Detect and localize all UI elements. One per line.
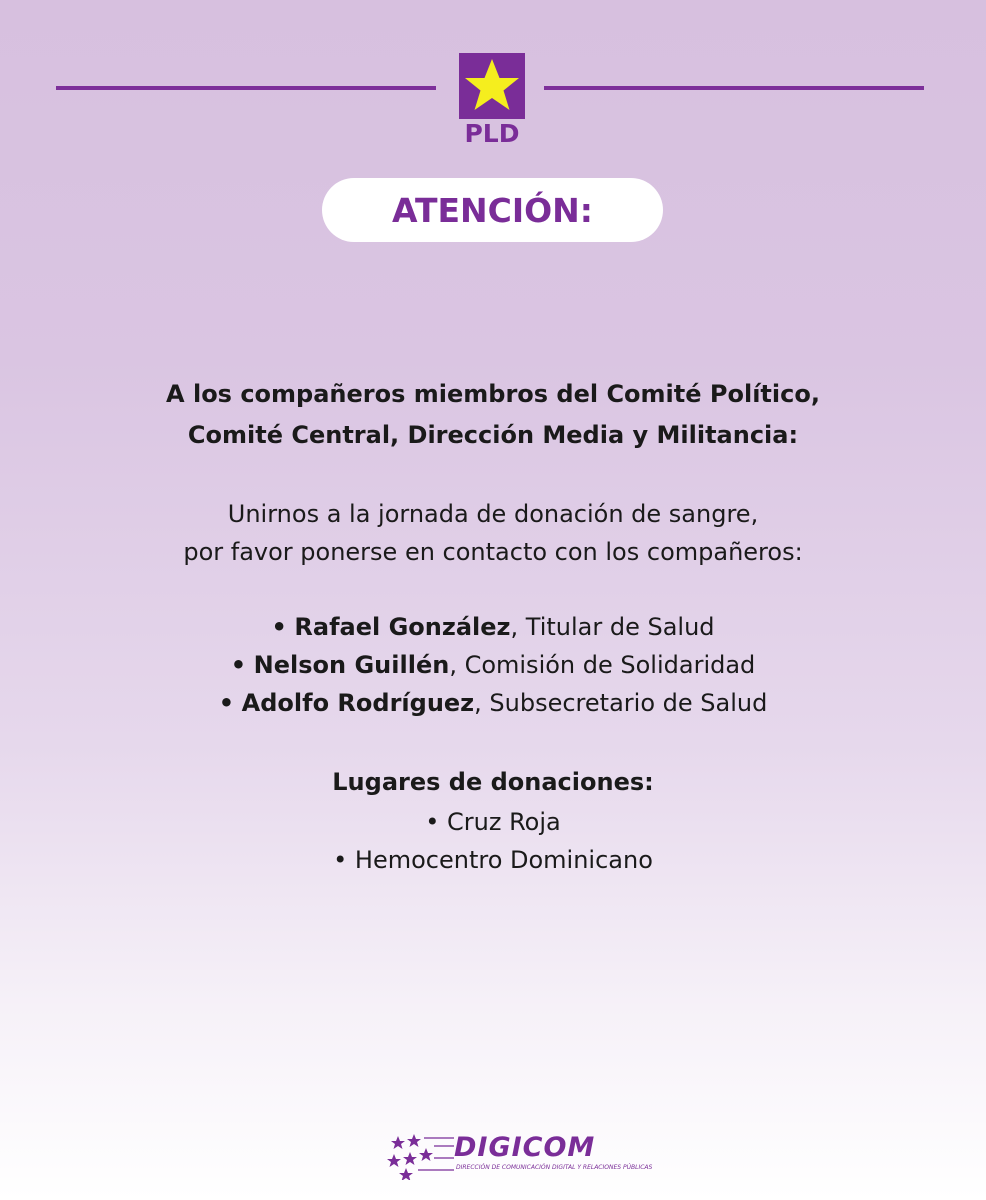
message-line-1: Unirnos a la jornada de donación de sangre,	[227, 500, 759, 528]
star-icon	[459, 53, 525, 119]
contact-role: , Titular de Salud	[510, 613, 715, 641]
divider-left	[56, 86, 436, 90]
heading-text: ATENCIÓN:	[391, 190, 593, 230]
bullet: •	[218, 689, 235, 717]
digicom-subtitle: DIRECCIÓN DE COMUNICACIÓN DIGITAL Y RELACIONES PÚBLICAS	[456, 1164, 653, 1171]
contact-role: , Comisión de Solidaridad	[449, 651, 756, 679]
contact-role: , Subsecretario de Salud	[474, 689, 768, 717]
logo-square	[459, 53, 525, 119]
digicom-text: DIGICOM	[454, 1132, 596, 1163]
logo-text: PLD	[464, 119, 520, 148]
address-line-2: Comité Central, Dirección Media y Militancia:	[187, 421, 799, 449]
digicom-logo	[384, 1128, 653, 1180]
heading-pill	[322, 178, 663, 242]
digicom-stars-icon	[384, 1128, 454, 1180]
contact-item	[0, 689, 986, 717]
place-item: • Hemocentro Dominicano	[333, 846, 653, 874]
contact-item	[0, 651, 986, 679]
places-title: Lugares de donaciones:	[332, 768, 654, 796]
address-line-1: A los compañeros miembros del Comité Político,	[166, 380, 820, 408]
pld-logo	[459, 53, 525, 148]
message-line-2: por favor ponerse en contacto con los compañeros:	[183, 538, 803, 566]
contact-name: Adolfo Rodríguez	[241, 689, 475, 717]
contact-name: Rafael González	[294, 613, 511, 641]
bullet: •	[230, 651, 247, 679]
contact-name: Nelson Guillén	[253, 651, 450, 679]
place-item: • Cruz Roja	[425, 808, 561, 836]
bullet: •	[271, 613, 287, 641]
contact-item	[0, 613, 986, 641]
divider-right	[544, 86, 924, 90]
